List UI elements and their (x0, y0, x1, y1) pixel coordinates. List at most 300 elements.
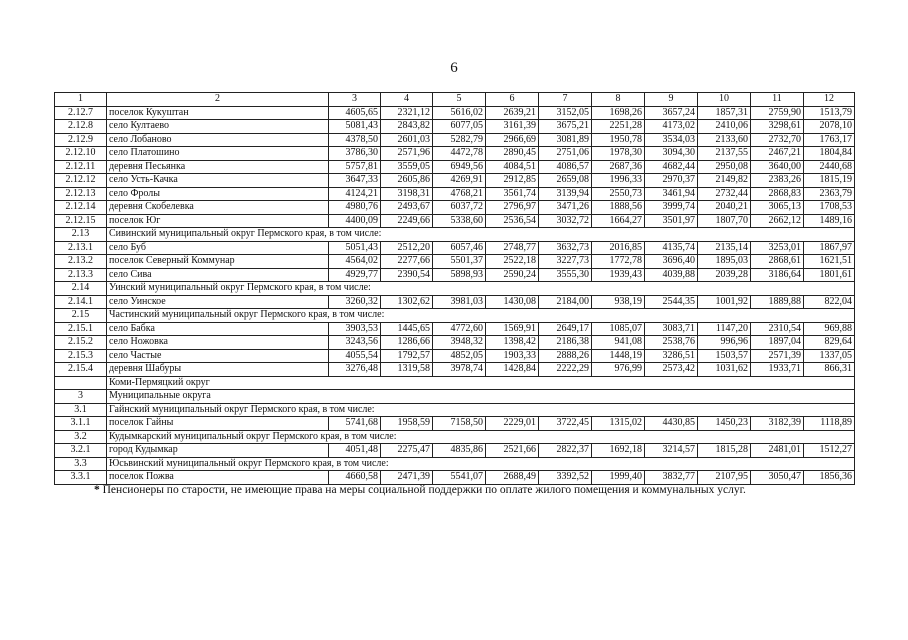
settlement-name: город Кудымкар (107, 444, 329, 458)
value-cell: 2759,90 (751, 106, 804, 120)
value-cell: 2536,54 (486, 214, 539, 228)
value-cell: 1772,78 (592, 255, 645, 269)
value-cell: 2843,82 (381, 120, 433, 134)
settlement-name: село Платошино (107, 147, 329, 161)
value-cell: 1895,03 (698, 255, 751, 269)
value-cell: 2493,67 (381, 201, 433, 215)
value-cell: 3186,64 (751, 268, 804, 282)
value-cell: 3675,21 (539, 120, 592, 134)
value-cell: 2966,69 (486, 133, 539, 147)
value-cell: 4055,54 (329, 349, 381, 363)
section-row (55, 228, 855, 242)
value-cell: 3471,26 (539, 201, 592, 215)
value-cell: 1857,31 (698, 106, 751, 120)
value-cell: 938,19 (592, 295, 645, 309)
value-cell: 1801,61 (804, 268, 855, 282)
value-cell: 2135,14 (698, 241, 751, 255)
value-cell: 1792,57 (381, 349, 433, 363)
value-cell: 3081,89 (539, 133, 592, 147)
column-number: 7 (539, 93, 592, 107)
value-cell: 2521,66 (486, 444, 539, 458)
value-cell: 1888,56 (592, 201, 645, 215)
value-cell: 1302,62 (381, 295, 433, 309)
value-cell: 4835,86 (433, 444, 486, 458)
section-row (55, 457, 855, 471)
row-code: 2.12.10 (55, 147, 107, 161)
value-cell: 3903,53 (329, 322, 381, 336)
value-cell: 2659,08 (539, 174, 592, 188)
column-number: 2 (107, 93, 329, 107)
value-cell: 1503,57 (698, 349, 751, 363)
value-cell: 4039,88 (645, 268, 698, 282)
settlement-name: деревня Шабуры (107, 363, 329, 377)
value-cell: 3152,05 (539, 106, 592, 120)
section-row (55, 376, 855, 390)
table-row (55, 349, 855, 363)
table-row (55, 471, 855, 485)
value-cell: 2383,26 (751, 174, 804, 188)
table-row (55, 417, 855, 431)
value-cell: 2039,28 (698, 268, 751, 282)
value-cell: 4980,76 (329, 201, 381, 215)
value-cell: 2868,61 (751, 255, 804, 269)
table-row (55, 214, 855, 228)
section-row (55, 390, 855, 404)
column-number: 6 (486, 93, 539, 107)
column-number: 11 (751, 93, 804, 107)
row-code: 2.15 (55, 309, 107, 323)
row-code: 2.12.14 (55, 201, 107, 215)
value-cell: 4660,58 (329, 471, 381, 485)
value-cell: 2550,73 (592, 187, 645, 201)
row-code: 3.3 (55, 457, 107, 471)
value-cell: 1445,65 (381, 322, 433, 336)
column-number-row (55, 93, 855, 107)
value-cell: 4772,60 (433, 322, 486, 336)
value-cell: 1867,97 (804, 241, 855, 255)
value-cell: 2310,54 (751, 322, 804, 336)
value-cell: 1996,33 (592, 174, 645, 188)
value-cell: 969,88 (804, 322, 855, 336)
value-cell: 4051,48 (329, 444, 381, 458)
value-cell: 3657,24 (645, 106, 698, 120)
value-cell: 3198,31 (381, 187, 433, 201)
value-cell: 2732,44 (698, 187, 751, 201)
value-cell: 2912,85 (486, 174, 539, 188)
value-cell: 1807,70 (698, 214, 751, 228)
value-cell: 3227,73 (539, 255, 592, 269)
value-cell: 2590,24 (486, 268, 539, 282)
section-title: Частинский муниципальный округ Пермского края, в том числе: (107, 309, 855, 323)
section-row (55, 282, 855, 296)
row-code: 2.13.3 (55, 268, 107, 282)
row-code: 2.15.1 (55, 322, 107, 336)
settlement-name: село Ножовка (107, 336, 329, 350)
value-cell: 4086,57 (539, 160, 592, 174)
value-cell: 3214,57 (645, 444, 698, 458)
row-code: 2.15.3 (55, 349, 107, 363)
value-cell: 866,31 (804, 363, 855, 377)
value-cell: 1569,91 (486, 322, 539, 336)
value-cell: 2467,21 (751, 147, 804, 161)
section-row (55, 430, 855, 444)
value-cell: 3253,01 (751, 241, 804, 255)
value-cell: 1939,43 (592, 268, 645, 282)
value-cell: 2137,55 (698, 147, 751, 161)
row-code: 2.13.1 (55, 241, 107, 255)
value-cell: 5541,07 (433, 471, 486, 485)
value-cell: 1337,05 (804, 349, 855, 363)
value-cell: 6057,46 (433, 241, 486, 255)
section-title: Юсьвинский муниципальный округ Пермского края, в том числе: (107, 457, 855, 471)
footnote (94, 484, 874, 496)
value-cell: 2440,68 (804, 160, 855, 174)
value-cell: 1999,40 (592, 471, 645, 485)
value-cell: 1664,27 (592, 214, 645, 228)
value-cell: 2970,37 (645, 174, 698, 188)
value-cell: 4378,50 (329, 133, 381, 147)
value-cell: 4768,21 (433, 187, 486, 201)
value-cell: 3978,74 (433, 363, 486, 377)
table-row (55, 255, 855, 269)
table-row (55, 336, 855, 350)
row-code: 2.14 (55, 282, 107, 296)
value-cell: 3276,48 (329, 363, 381, 377)
row-code: 2.12.9 (55, 133, 107, 147)
table-row (55, 187, 855, 201)
settlement-name: село Уинское (107, 295, 329, 309)
value-cell: 2390,54 (381, 268, 433, 282)
value-cell: 1763,17 (804, 133, 855, 147)
settlement-name: село Култаево (107, 120, 329, 134)
value-cell: 1903,33 (486, 349, 539, 363)
value-cell: 1430,08 (486, 295, 539, 309)
value-cell: 5616,02 (433, 106, 486, 120)
value-cell: 5081,43 (329, 120, 381, 134)
value-cell: 5757,81 (329, 160, 381, 174)
section-title: Муниципальные округа (107, 390, 855, 404)
section-row (55, 403, 855, 417)
value-cell: 6037,72 (433, 201, 486, 215)
settlement-name: село Усть-Качка (107, 174, 329, 188)
value-cell: 2688,49 (486, 471, 539, 485)
value-cell: 1856,36 (804, 471, 855, 485)
value-cell: 2573,42 (645, 363, 698, 377)
value-cell: 2275,47 (381, 444, 433, 458)
value-cell: 3561,74 (486, 187, 539, 201)
row-code: 3.1 (55, 403, 107, 417)
table-row (55, 120, 855, 134)
value-cell: 4430,85 (645, 417, 698, 431)
row-code: 3 (55, 390, 107, 404)
value-cell: 4472,78 (433, 147, 486, 161)
row-code: 2.12.13 (55, 187, 107, 201)
row-code: 2.12.15 (55, 214, 107, 228)
value-cell: 2601,03 (381, 133, 433, 147)
table-row (55, 322, 855, 336)
column-number: 10 (698, 93, 751, 107)
value-cell: 3832,77 (645, 471, 698, 485)
value-cell: 996,96 (698, 336, 751, 350)
value-cell: 3948,32 (433, 336, 486, 350)
value-cell: 1398,42 (486, 336, 539, 350)
value-cell: 2649,17 (539, 322, 592, 336)
value-cell: 2184,00 (539, 295, 592, 309)
value-cell: 2888,26 (539, 349, 592, 363)
value-cell: 7158,50 (433, 417, 486, 431)
value-cell: 1031,62 (698, 363, 751, 377)
settlement-name: деревня Скобелевка (107, 201, 329, 215)
value-cell: 3981,03 (433, 295, 486, 309)
value-cell: 1621,51 (804, 255, 855, 269)
table-row (55, 147, 855, 161)
value-cell: 2016,85 (592, 241, 645, 255)
value-cell: 2222,29 (539, 363, 592, 377)
settlement-name: село Фролы (107, 187, 329, 201)
value-cell: 2796,97 (486, 201, 539, 215)
section-title: Гайнский муниципальный округ Пермского края, в том числе: (107, 403, 855, 417)
value-cell: 2277,66 (381, 255, 433, 269)
value-cell: 1815,28 (698, 444, 751, 458)
value-cell: 2687,36 (592, 160, 645, 174)
column-number: 3 (329, 93, 381, 107)
section-title: Сивинский муниципальный округ Пермского края, в том числе: (107, 228, 855, 242)
value-cell: 1001,92 (698, 295, 751, 309)
value-cell: 4269,91 (433, 174, 486, 188)
value-cell: 3461,94 (645, 187, 698, 201)
value-cell: 2751,06 (539, 147, 592, 161)
section-title: Коми-Пермяцкий округ (107, 376, 855, 390)
settlement-name: село Бабка (107, 322, 329, 336)
value-cell: 3392,52 (539, 471, 592, 485)
value-cell: 1118,89 (804, 417, 855, 431)
value-cell: 1489,16 (804, 214, 855, 228)
value-cell: 3182,39 (751, 417, 804, 431)
value-cell: 1897,04 (751, 336, 804, 350)
value-cell: 2410,06 (698, 120, 751, 134)
value-cell: 4084,51 (486, 160, 539, 174)
value-cell: 4605,65 (329, 106, 381, 120)
section-title: Уинский муниципальный округ Пермского края, в том числе: (107, 282, 855, 296)
value-cell: 2249,66 (381, 214, 433, 228)
value-cell: 1448,19 (592, 349, 645, 363)
value-cell: 2822,37 (539, 444, 592, 458)
value-cell: 3999,74 (645, 201, 698, 215)
value-cell: 1815,19 (804, 174, 855, 188)
tariff-table (54, 92, 855, 485)
value-cell: 3243,56 (329, 336, 381, 350)
settlement-name: поселок Пожва (107, 471, 329, 485)
row-code: 3.1.1 (55, 417, 107, 431)
value-cell: 3094,30 (645, 147, 698, 161)
table-row (55, 241, 855, 255)
section-title: Кудымкарский муниципальный округ Пермского края, в том числе: (107, 430, 855, 444)
column-number: 4 (381, 93, 433, 107)
value-cell: 2639,21 (486, 106, 539, 120)
value-cell: 3050,47 (751, 471, 804, 485)
row-code: 3.3.1 (55, 471, 107, 485)
value-cell: 2471,39 (381, 471, 433, 485)
value-cell: 1804,84 (804, 147, 855, 161)
value-cell: 2571,39 (751, 349, 804, 363)
value-cell: 1286,66 (381, 336, 433, 350)
value-cell: 4564,02 (329, 255, 381, 269)
value-cell: 3501,97 (645, 214, 698, 228)
row-code: 2.12.12 (55, 174, 107, 188)
value-cell: 2522,18 (486, 255, 539, 269)
value-cell: 2481,01 (751, 444, 804, 458)
value-cell: 1450,23 (698, 417, 751, 431)
value-cell: 6949,56 (433, 160, 486, 174)
value-cell: 5501,37 (433, 255, 486, 269)
row-code: 2.15.2 (55, 336, 107, 350)
row-code: 2.15.4 (55, 363, 107, 377)
value-cell: 2544,35 (645, 295, 698, 309)
settlement-name: поселок Северный Коммунар (107, 255, 329, 269)
value-cell: 3032,72 (539, 214, 592, 228)
value-cell: 2571,96 (381, 147, 433, 161)
value-cell: 3161,39 (486, 120, 539, 134)
value-cell: 2078,10 (804, 120, 855, 134)
value-cell: 3286,51 (645, 349, 698, 363)
table-row (55, 160, 855, 174)
value-cell: 1933,71 (751, 363, 804, 377)
row-code: 2.12.11 (55, 160, 107, 174)
value-cell: 3647,33 (329, 174, 381, 188)
value-cell: 4682,44 (645, 160, 698, 174)
value-cell: 2149,82 (698, 174, 751, 188)
value-cell: 2748,77 (486, 241, 539, 255)
value-cell: 5741,68 (329, 417, 381, 431)
footnote-text: Пенсионеры по старости, не имеющие права на меры социальной поддержки по оплате жилого помещения и коммунальных услуг. (102, 484, 746, 496)
value-cell: 3083,71 (645, 322, 698, 336)
footnote-mark: * (94, 484, 100, 496)
table-row (55, 363, 855, 377)
value-cell: 3534,03 (645, 133, 698, 147)
value-cell: 3696,40 (645, 255, 698, 269)
column-number: 1 (55, 93, 107, 107)
value-cell: 5051,43 (329, 241, 381, 255)
value-cell: 6077,05 (433, 120, 486, 134)
value-cell: 2321,12 (381, 106, 433, 120)
settlement-name: поселок Юг (107, 214, 329, 228)
value-cell: 1315,02 (592, 417, 645, 431)
row-code: 2.12.8 (55, 120, 107, 134)
value-cell: 4135,74 (645, 241, 698, 255)
value-cell: 3559,05 (381, 160, 433, 174)
value-cell: 1692,18 (592, 444, 645, 458)
value-cell: 3298,61 (751, 120, 804, 134)
value-cell: 4852,05 (433, 349, 486, 363)
value-cell: 2251,28 (592, 120, 645, 134)
value-cell: 3786,30 (329, 147, 381, 161)
settlement-name: деревня Песьянка (107, 160, 329, 174)
table-row (55, 268, 855, 282)
value-cell: 1085,07 (592, 322, 645, 336)
value-cell: 1698,26 (592, 106, 645, 120)
table-row (55, 106, 855, 120)
value-cell: 3640,00 (751, 160, 804, 174)
value-cell: 1147,20 (698, 322, 751, 336)
value-cell: 3139,94 (539, 187, 592, 201)
value-cell: 2040,21 (698, 201, 751, 215)
value-cell: 5282,79 (433, 133, 486, 147)
value-cell: 4929,77 (329, 268, 381, 282)
value-cell: 1708,53 (804, 201, 855, 215)
row-code: 3.2 (55, 430, 107, 444)
column-number: 5 (433, 93, 486, 107)
value-cell: 2662,12 (751, 214, 804, 228)
value-cell: 3260,32 (329, 295, 381, 309)
row-code: 2.14.1 (55, 295, 107, 309)
value-cell: 5898,93 (433, 268, 486, 282)
settlement-name: поселок Кукуштан (107, 106, 329, 120)
column-number: 8 (592, 93, 645, 107)
table-row (55, 133, 855, 147)
value-cell: 1978,30 (592, 147, 645, 161)
value-cell: 4400,09 (329, 214, 381, 228)
value-cell: 1958,59 (381, 417, 433, 431)
value-cell: 1513,79 (804, 106, 855, 120)
value-cell: 1950,78 (592, 133, 645, 147)
page-number: 6 (450, 60, 458, 76)
table-row (55, 174, 855, 188)
value-cell: 1428,84 (486, 363, 539, 377)
settlement-name: село Сива (107, 268, 329, 282)
value-cell: 2950,08 (698, 160, 751, 174)
row-code (55, 376, 107, 390)
value-cell: 1512,27 (804, 444, 855, 458)
table-row (55, 444, 855, 458)
value-cell: 2538,76 (645, 336, 698, 350)
value-cell: 2229,01 (486, 417, 539, 431)
value-cell: 4173,02 (645, 120, 698, 134)
settlement-name: село Буб (107, 241, 329, 255)
value-cell: 2186,38 (539, 336, 592, 350)
value-cell: 5338,60 (433, 214, 486, 228)
value-cell: 976,99 (592, 363, 645, 377)
table-row (55, 295, 855, 309)
value-cell: 829,64 (804, 336, 855, 350)
settlement-name: поселок Гайны (107, 417, 329, 431)
row-code: 3.2.1 (55, 444, 107, 458)
row-code: 2.13 (55, 228, 107, 242)
value-cell: 2133,60 (698, 133, 751, 147)
value-cell: 2107,95 (698, 471, 751, 485)
value-cell: 3722,45 (539, 417, 592, 431)
value-cell: 822,04 (804, 295, 855, 309)
value-cell: 3632,73 (539, 241, 592, 255)
value-cell: 2605,86 (381, 174, 433, 188)
value-cell: 2732,70 (751, 133, 804, 147)
row-code: 2.13.2 (55, 255, 107, 269)
value-cell: 3555,30 (539, 268, 592, 282)
value-cell: 2890,45 (486, 147, 539, 161)
value-cell: 3065,13 (751, 201, 804, 215)
settlement-name: село Частые (107, 349, 329, 363)
value-cell: 4124,21 (329, 187, 381, 201)
table-row (55, 201, 855, 215)
section-row (55, 309, 855, 323)
value-cell: 2512,20 (381, 241, 433, 255)
value-cell: 1889,88 (751, 295, 804, 309)
value-cell: 2868,83 (751, 187, 804, 201)
column-number: 12 (804, 93, 855, 107)
settlement-name: село Лобаново (107, 133, 329, 147)
value-cell: 941,08 (592, 336, 645, 350)
value-cell: 1319,58 (381, 363, 433, 377)
row-code: 2.12.7 (55, 106, 107, 120)
